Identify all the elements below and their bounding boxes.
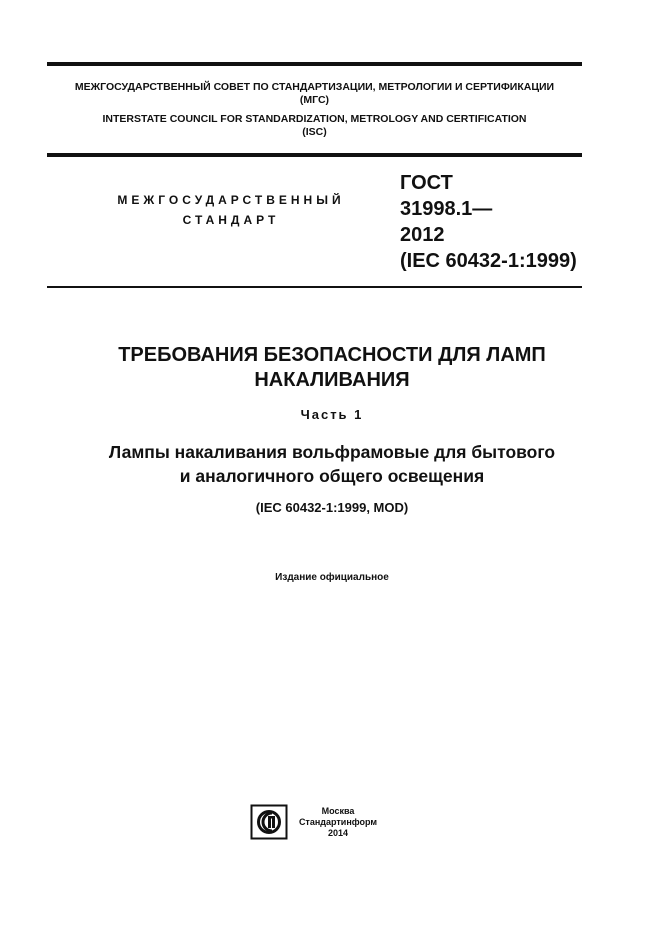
part-number: Часть 1 [300,407,364,422]
top-rule [47,62,582,66]
council-ru [47,81,582,107]
gost-number: 31998.1— [400,198,493,220]
document-title-line2: НАКАЛИВАНИЯ [254,369,410,391]
publisher-name: Стандартинформ [298,817,378,827]
middle-rule [47,153,582,157]
gost-iec-reference: (IEC 60432-1:1999) [400,250,577,272]
document-subtitle-line2: и аналогичного общего освещения [179,466,485,486]
iec-modification: (IEC 60432-1:1999, MOD) [255,500,409,515]
document-title-line1: ТРЕБОВАНИЯ БЕЗОПАСНОСТИ ДЛЯ ЛАМП [118,344,546,366]
document-subtitle [47,440,617,488]
council-en-abbr: (ISC) [302,126,327,138]
publisher-info [292,806,384,839]
council-en [47,113,582,139]
document-title [47,343,617,393]
publisher-city: Москва [321,806,355,816]
standard-label-line1: МЕЖГОСУДАРСТВЕННЫЙ [117,193,345,207]
publisher-year: 2014 [327,828,349,838]
gost-year: 2012 [400,224,445,246]
gost-designation [400,170,590,274]
standard-label-line2: СТАНДАРТ [182,213,280,227]
gost-word: ГОСТ [400,172,453,194]
document-subtitle-line1: Лампы накаливания вольфрамовые для бытового [108,442,556,462]
council-ru-abbr: (МГС) [299,94,330,106]
official-edition: Издание официальное [275,572,389,583]
designation-rule [47,286,582,288]
council-en-name: INTERSTATE COUNCIL FOR STANDARDIZATION, METROLOGY AND CERTIFICATION [102,113,527,125]
council-ru-name: МЕЖГОСУДАРСТВЕННЫЙ СОВЕТ ПО СТАНДАРТИЗАЦИИ, МЕТРОЛОГИИ И СЕРТИФИКАЦИИ [74,81,555,93]
standartinform-logo-icon [250,804,288,840]
